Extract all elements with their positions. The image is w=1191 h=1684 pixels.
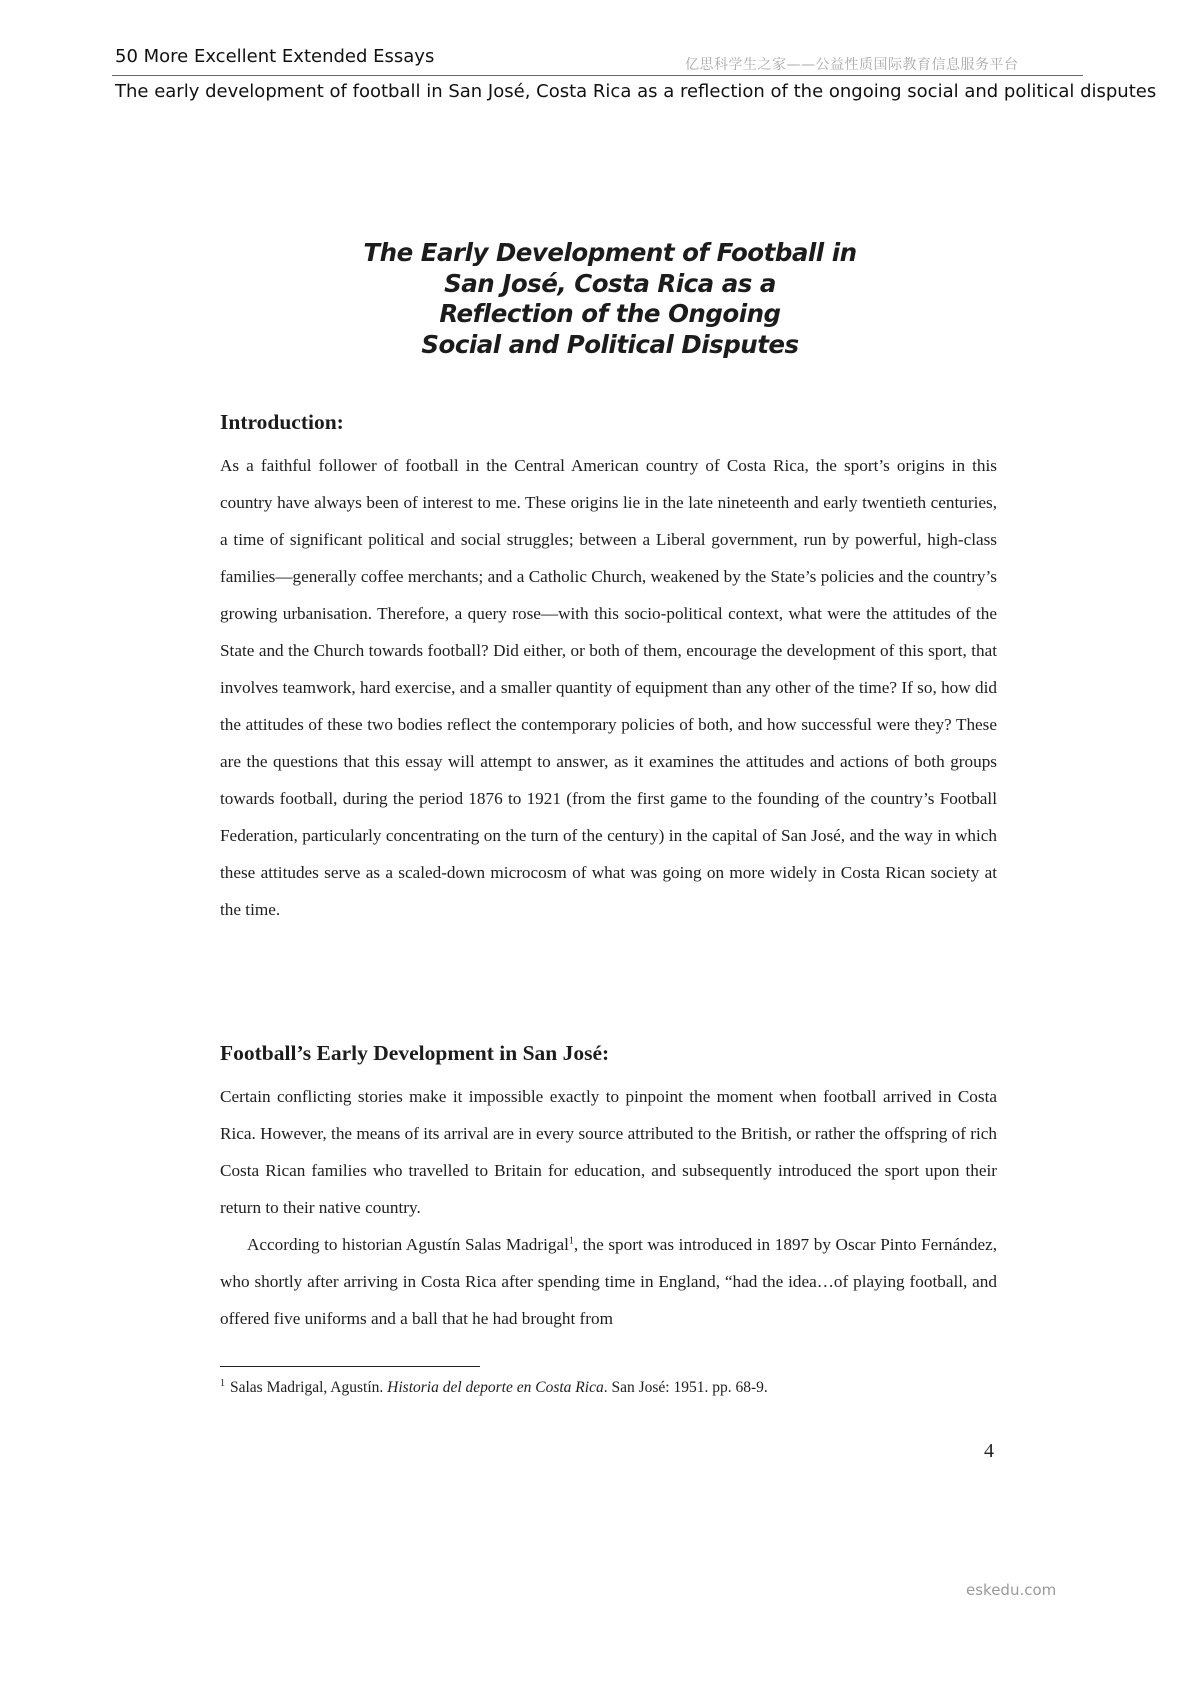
book-title: 50 More Excellent Extended Essays	[115, 46, 435, 67]
essay-title	[300, 238, 920, 360]
running-title: The early development of football in San José, Costa Rica as a reflection of the ongoing social and political disputes	[115, 81, 1157, 102]
introduction-heading: Introduction:	[220, 410, 344, 434]
essay-title-line: Reflection of the Ongoing	[439, 299, 781, 328]
footnote-author: Salas Madrigal, Agustín.	[230, 1379, 384, 1397]
paragraph-text: According to historian Agustín Salas Madrigal	[247, 1235, 569, 1254]
footnote-reference: 1	[568, 1235, 574, 1247]
introduction-paragraph: As a faithful follower of football in the Central American country of Costa Rica, the sport’s origins in this country have always been of interest to me. These origins lie in the late nineteenth and early twentieth centuries, a time of significant political and social struggles; between a Liberal government, run by powerful, high-class families—generally coffee merchants; and a Catholic Church, weakened by the State’s policies and the country’s growing urbanisation. Therefore, a query rose—with this socio-political context, what were the attitudes of the State and the Church towards football? Did either, or both of them, encourage the development of this sport, that involves teamwork, hard exercise, and a smaller quantity of equipment than any other of the time? If so, how did the attitudes of these two bodies reflect the contemporary policies of both, and how successful were they? These are the questions that this essay will attempt to answer, as it examines the attitudes and actions of both groups towards football, during the period 1876 to 1921 (from the first game to the founding of the country’s Football Federation, particularly concentrating on the turn of the century) in the capital of San José, and the way in which these attitudes serve as a scaled-down microcosm of what was going on more widely in Costa Rican society at the time.	[220, 456, 997, 919]
section-heading: Football’s Early Development in San José:	[220, 1041, 610, 1065]
footnote-divider	[220, 1366, 480, 1367]
watermark: eskedu.com	[966, 1581, 1057, 1599]
site-banner-text: 亿思科学生之家——公益性质国际教育信息服务平台	[685, 57, 1019, 73]
footnote-work-title: Historia del deporte en Costa Rica	[387, 1379, 604, 1397]
essay-title-line: San José, Costa Rica as a	[444, 268, 776, 298]
body-paragraph: Certain conflicting stories make it impossible exactly to pinpoint the moment when football arrived in Costa Rica. However, the means of its arrival are in every source attributed to the British, or rather the offspring of rich Costa Rican families who travelled to Britain for education, and subsequently introduced the sport upon their return to their native country.	[220, 1087, 997, 1217]
essay-title-line: The Early Development of Football in	[363, 238, 857, 267]
footnote-publication: . San José: 1951. pp. 68-9.	[603, 1379, 768, 1397]
body-paragraph	[220, 1226, 997, 1337]
paragraph-text: , the sport was introduced in 1897 by Oscar Pinto Fernández, who shortly after arriving in Costa Rica after spending time in England, “had the idea…of playing football, and offered five uniforms and a ball that he had brought from	[220, 1235, 997, 1328]
footnote	[220, 1378, 768, 1397]
page-number: 4	[984, 1440, 994, 1462]
header-divider	[112, 75, 1083, 76]
essay-title-line: Social and Political Disputes	[421, 329, 799, 359]
footnote-number: 1	[220, 1378, 225, 1389]
